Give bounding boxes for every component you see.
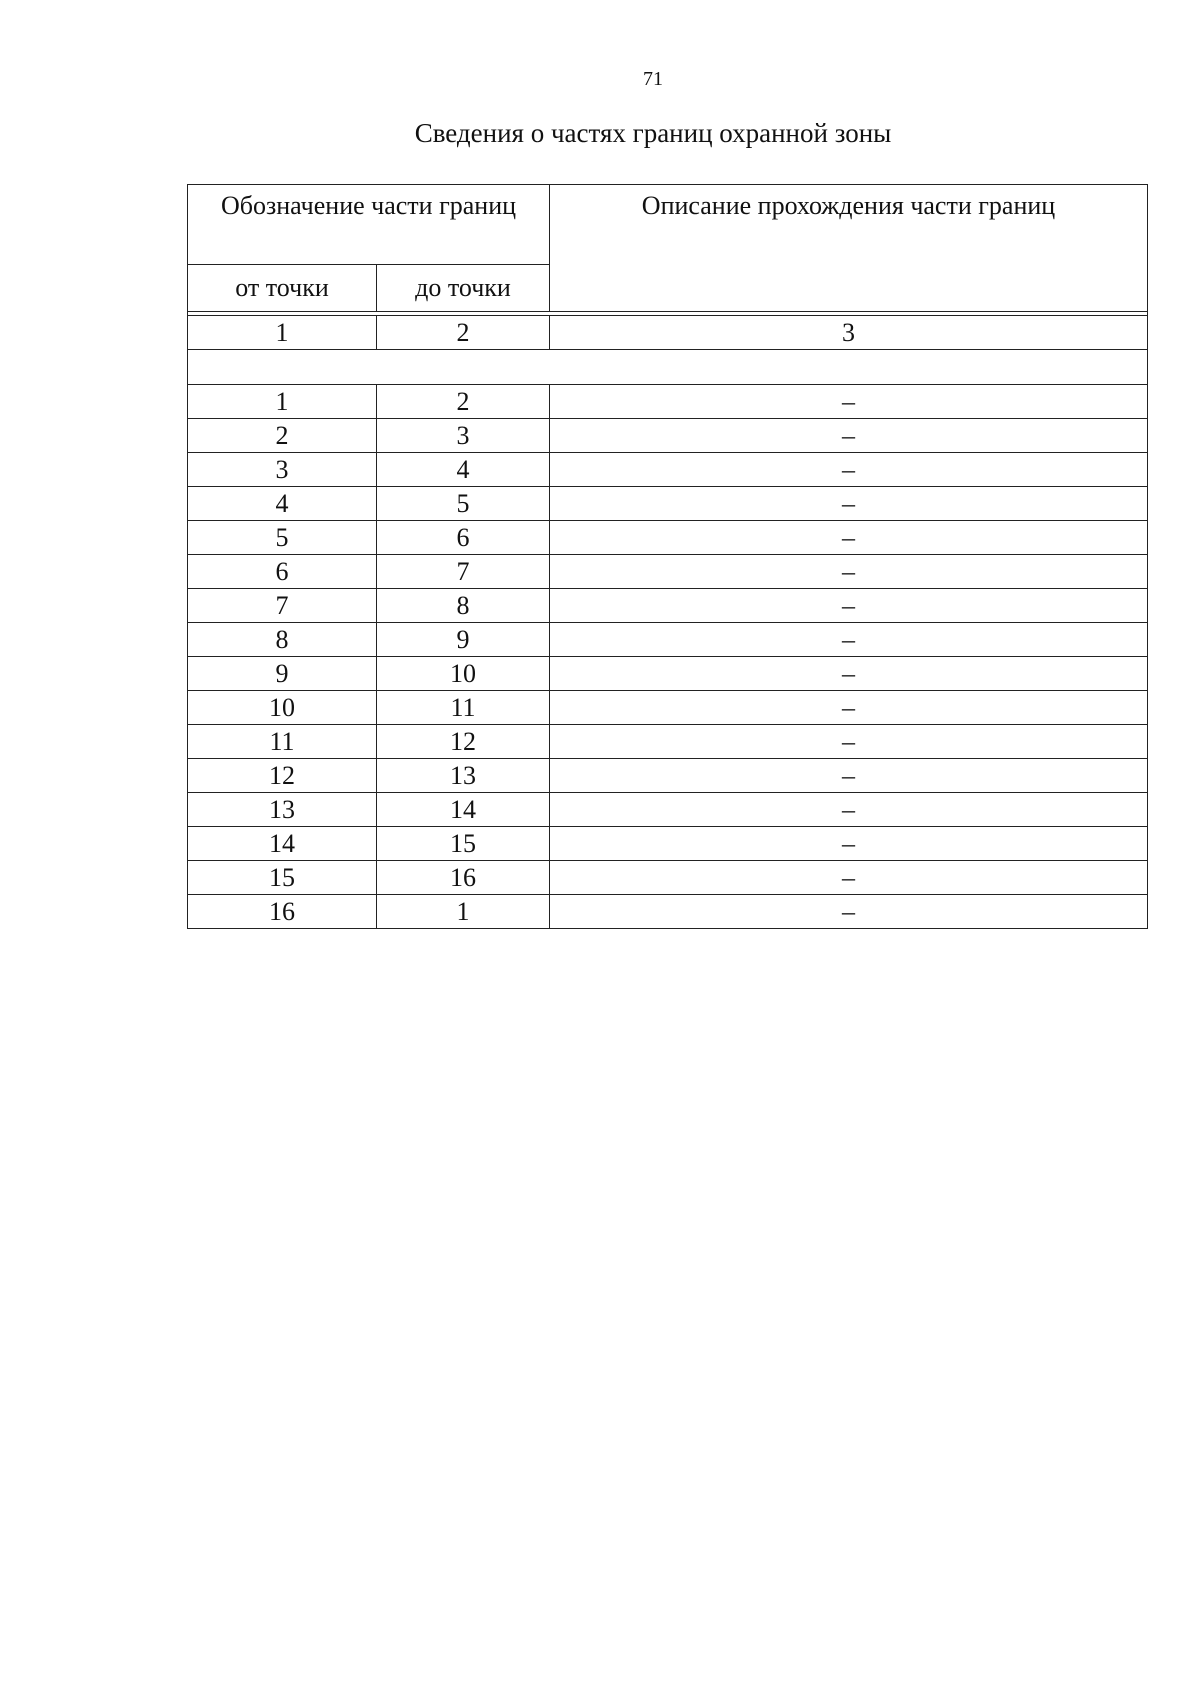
table-body: [188, 312, 1148, 929]
cell-from: 1: [188, 385, 377, 419]
cell-to: 15: [377, 827, 550, 861]
cell-to: 4: [377, 453, 550, 487]
cell-from: 8: [188, 623, 377, 657]
table-row: [188, 793, 1148, 827]
cell-description: –: [550, 385, 1148, 419]
cell-to: 9: [377, 623, 550, 657]
table-row: [188, 555, 1148, 589]
cell-to: 8: [377, 589, 550, 623]
cell-from: 14: [188, 827, 377, 861]
cell-to: 6: [377, 521, 550, 555]
header-boundary-designation: Обозначение части границ: [188, 185, 550, 265]
cell-from: 9: [188, 657, 377, 691]
cell-description: –: [550, 487, 1148, 521]
page-number: 71: [643, 68, 663, 90]
table-row: [188, 385, 1148, 419]
table-row: [188, 895, 1148, 929]
table-row: [188, 521, 1148, 555]
column-number-1: 1: [188, 316, 377, 350]
cell-description: –: [550, 895, 1148, 929]
cell-description: –: [550, 419, 1148, 453]
cell-from: 4: [188, 487, 377, 521]
table-row: [188, 589, 1148, 623]
cell-to: 14: [377, 793, 550, 827]
cell-description: –: [550, 453, 1148, 487]
header-boundary-description: Описание прохождения части границ: [550, 185, 1148, 312]
cell-from: 7: [188, 589, 377, 623]
cell-description: –: [550, 521, 1148, 555]
table-row: [188, 759, 1148, 793]
header-from-point: от точки: [188, 265, 377, 312]
table-row: [188, 623, 1148, 657]
cell-from: 3: [188, 453, 377, 487]
boundary-parts-table: [187, 184, 1148, 929]
column-number-2: 2: [377, 316, 550, 350]
cell-description: –: [550, 691, 1148, 725]
cell-description: –: [550, 623, 1148, 657]
cell-description: –: [550, 793, 1148, 827]
cell-to: 16: [377, 861, 550, 895]
cell-to: 13: [377, 759, 550, 793]
cell-from: 5: [188, 521, 377, 555]
cell-from: 11: [188, 725, 377, 759]
cell-from: 6: [188, 555, 377, 589]
page-title: Сведения о частях границ охранной зоны: [414, 118, 892, 148]
cell-description: –: [550, 827, 1148, 861]
table-row: [188, 453, 1148, 487]
cell-description: –: [550, 555, 1148, 589]
cell-to: 11: [377, 691, 550, 725]
cell-from: 16: [188, 895, 377, 929]
header-to-point: до точки: [377, 265, 550, 312]
cell-from: 12: [188, 759, 377, 793]
cell-description: –: [550, 657, 1148, 691]
column-number-row: [188, 316, 1148, 350]
cell-to: 1: [377, 895, 550, 929]
section-blank-row: [188, 350, 1148, 385]
table-row: [188, 487, 1148, 521]
column-number-3: 3: [550, 316, 1148, 350]
table-row: [188, 419, 1148, 453]
cell-description: –: [550, 589, 1148, 623]
cell-from: 10: [188, 691, 377, 725]
cell-to: 3: [377, 419, 550, 453]
table-row: [188, 861, 1148, 895]
cell-from: 13: [188, 793, 377, 827]
cell-to: 5: [377, 487, 550, 521]
cell-description: –: [550, 861, 1148, 895]
table-row: [188, 657, 1148, 691]
cell-to: 12: [377, 725, 550, 759]
section-blank-cell: [188, 350, 1148, 385]
table-row: [188, 827, 1148, 861]
cell-to: 7: [377, 555, 550, 589]
table-row: [188, 725, 1148, 759]
cell-to: 2: [377, 385, 550, 419]
table-row: [188, 691, 1148, 725]
cell-from: 2: [188, 419, 377, 453]
cell-description: –: [550, 759, 1148, 793]
cell-to: 10: [377, 657, 550, 691]
cell-from: 15: [188, 861, 377, 895]
cell-description: –: [550, 725, 1148, 759]
